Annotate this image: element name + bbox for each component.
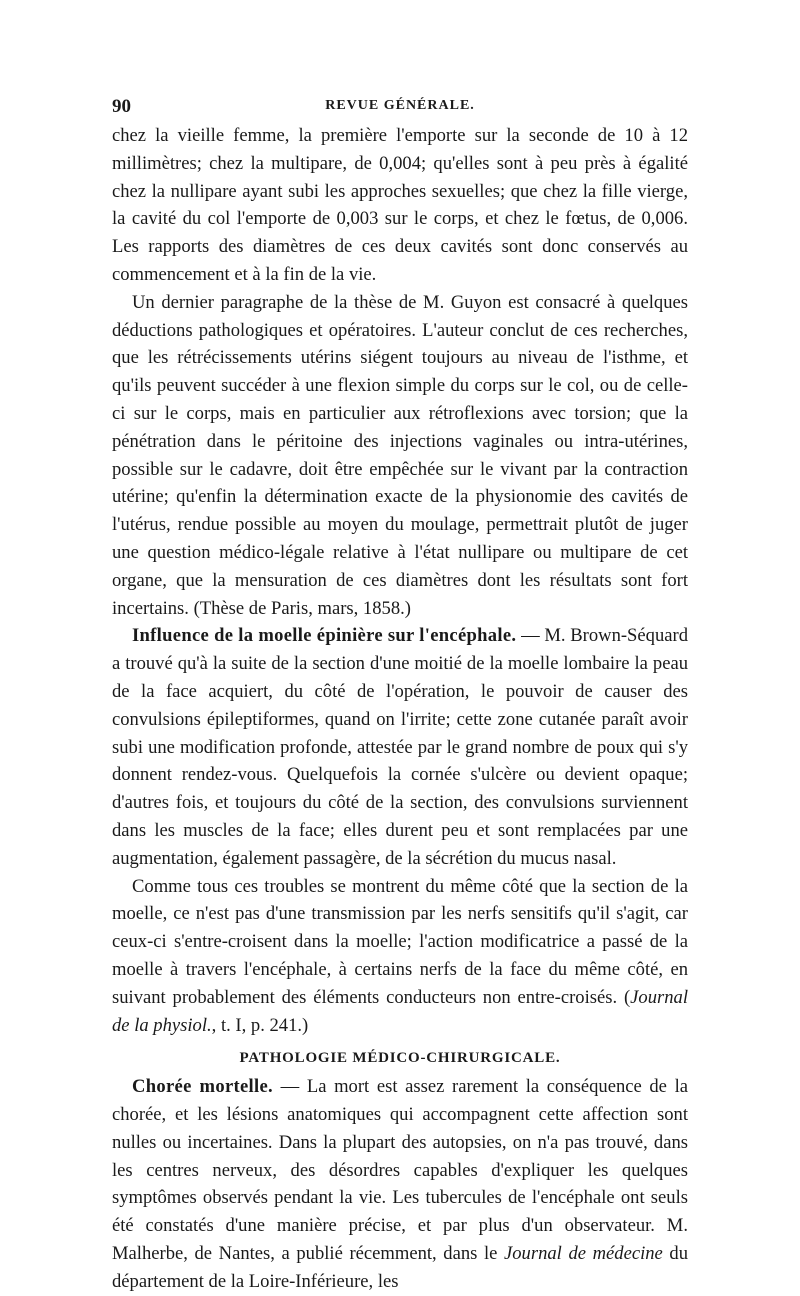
journal-citation: Journal de la physiol.	[112, 986, 688, 1036]
paragraph-text: — La mort est assez rarement la conséquence de la chorée, et les lésions anatomiques qui accompagnent cette affection sont nulles ou incertaines. Dans la plupart des autopsies, on n'a pas trouvé, dans les centres nerveux, des désordres capables d'expliquer les quelques symptômes observés pendant la vie. Les tubercules de l'encéphale ont seuls été constatés d'une manière précise, et par plus d'un observateur. M. Malherbe, de Nantes, a publié récemment, dans le	[112, 1076, 688, 1265]
paragraph-choree	[112, 1073, 688, 1295]
running-header	[112, 92, 688, 122]
running-title: REVUE GÉNÉRALE.	[325, 98, 475, 113]
article-title: Chorée mortelle.	[132, 1076, 273, 1098]
paragraph-troubles	[112, 873, 688, 1040]
section-heading: PATHOLOGIE MÉDICO-CHIRURGICALE.	[239, 1050, 561, 1067]
paragraph-text: du département de la Loire-Inférieure, les	[112, 1243, 688, 1292]
paragraph-continuation	[112, 122, 688, 289]
paragraph-guyon-thesis	[112, 289, 688, 623]
article-title: Influence de la moelle épinière sur l'encéphale.	[132, 625, 517, 647]
paragraph-text: chez la vieille femme, la première l'emporte sur la seconde de 10 à 12 millimètres; chez la multipare, de 0,004; qu'elles sont à peu près à égalité chez la nullipare ayant subi les approches sexuelles; que chez la fille vierge, la cavité du col l'emporte de 0,003 sur le corps, et chez le fœtus, de 0,006. Les rapports des diamètres de ces deux cavités sont donc conservés au commencement et à la fin de la vie.	[112, 125, 688, 285]
paragraph-moelle-encephale	[112, 622, 688, 872]
journal-citation: Journal de médecine	[504, 1243, 663, 1265]
page-number: 90	[112, 96, 131, 117]
citation-reference: , t. I, p. 241.)	[211, 1014, 309, 1036]
paragraph-text: — M. Brown-Séquard a trouvé qu'à la suite de la section d'une moitié de la moelle lombaire la peau de la face acquiert, du côté de l'opération, le pouvoir de causer des convulsions épileptiformes, quand on l'irrite; cette zone cutanée paraît avoir subi une modification profonde, attestée par le grand nombre de poux qui s'y donnent rendez-vous. Quelquefois la cornée s'ulcère ou devient opaque; d'autres fois, et toujours du côté de la section, des convulsions surviennent dans les muscles de la face; elles durent peu et sont remplacées par une augmentation, également passagère, de la sécrétion du mucus nasal.	[112, 625, 688, 869]
paragraph-text: Comme tous ces troubles se montrent du même côté que la section de la moelle, ce n'est pas d'une transmission par les nerfs sensitifs qu'il s'agit, car ceux-ci s'entre-croisent dans la moelle; l'action modificatrice a passé de la moelle à travers l'encéphale, à certains nerfs de la face du même côté, en suivant probablement des éléments conducteurs non entre-croisés. (	[112, 875, 688, 1008]
paragraph-text: Un dernier paragraphe de la thèse de M. Guyon est consacré à quelques déductions pathologiques et opératoires. L'auteur conclut de ces recherches, que les rétrécissements utérins siégent toujours au niveau de l'isthme, et qu'ils peuvent succéder à une flexion simple du corps sur le col, ou de celle-ci sur le corps, mais en particulier aux rétroflexions avec torsion; que la pénétration dans le péritoine des injections vaginales ou intra-utérines, possible sur le cadavre, doit être empêchée sur le vivant par la contraction utérine; qu'enfin la détermination exacte de la physionomie des cavités de l'utérus, rendue possible au moyen du moulage, permettrait plutôt de juger une question médico-légale relative à l'état nullipare ou multipare de cet organe, que la mensuration de ces diamètres dont les résultats sont fort incertains. (Thèse de Paris, mars, 1858.)	[112, 291, 688, 619]
